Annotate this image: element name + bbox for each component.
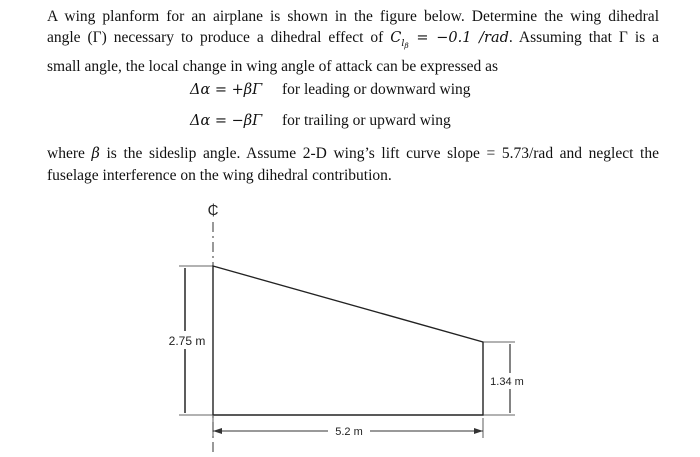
span-arrow-right: [474, 428, 483, 434]
coefficient-letter: C: [390, 30, 402, 46]
statement-line-1: A wing planform for an airplane is shown in the figure below. Determine the wing dihedral: [47, 8, 659, 25]
assumptions-line-2: fuselage interference on the wing dihedral contribution.: [47, 167, 392, 184]
statement-line-3: small angle, the local change in wing angle of attack can be expressed as: [47, 58, 499, 75]
equation-2-formula: Δα = −βΓ: [190, 113, 263, 129]
equation-1-description: for leading or downward wing: [282, 81, 471, 98]
statement-line-2-tail: . Assuming that Γ is a: [508, 29, 659, 46]
span-arrow-left: [213, 428, 222, 434]
root-chord-label: 2.75 m: [168, 334, 206, 348]
beta-symbol: β: [91, 146, 100, 162]
equation-1-formula: Δα = +βΓ: [190, 82, 263, 98]
statement-line-2-text: angle (Γ) necessary to produce a dihedral effect of: [47, 29, 391, 46]
coefficient-subscript: l: [401, 38, 405, 49]
assumptions-line-1-start: where: [47, 145, 92, 162]
target-value: = −0.1 /rad: [408, 30, 509, 46]
tip-chord-label: 1.34 m: [490, 376, 524, 388]
equation-2-description: for trailing or upward wing: [282, 112, 451, 129]
assumptions-line-1-text: is the sideslip angle. Assume 2-D wing’s lift curve slope = 5.73/rad and neglect the: [99, 145, 659, 162]
coefficient-subsubscript: β: [404, 41, 409, 50]
wing-planform-outline: [213, 266, 483, 415]
semi-span-label: 5.2 m: [335, 426, 363, 438]
centerline-symbol: ₵: [207, 202, 219, 219]
